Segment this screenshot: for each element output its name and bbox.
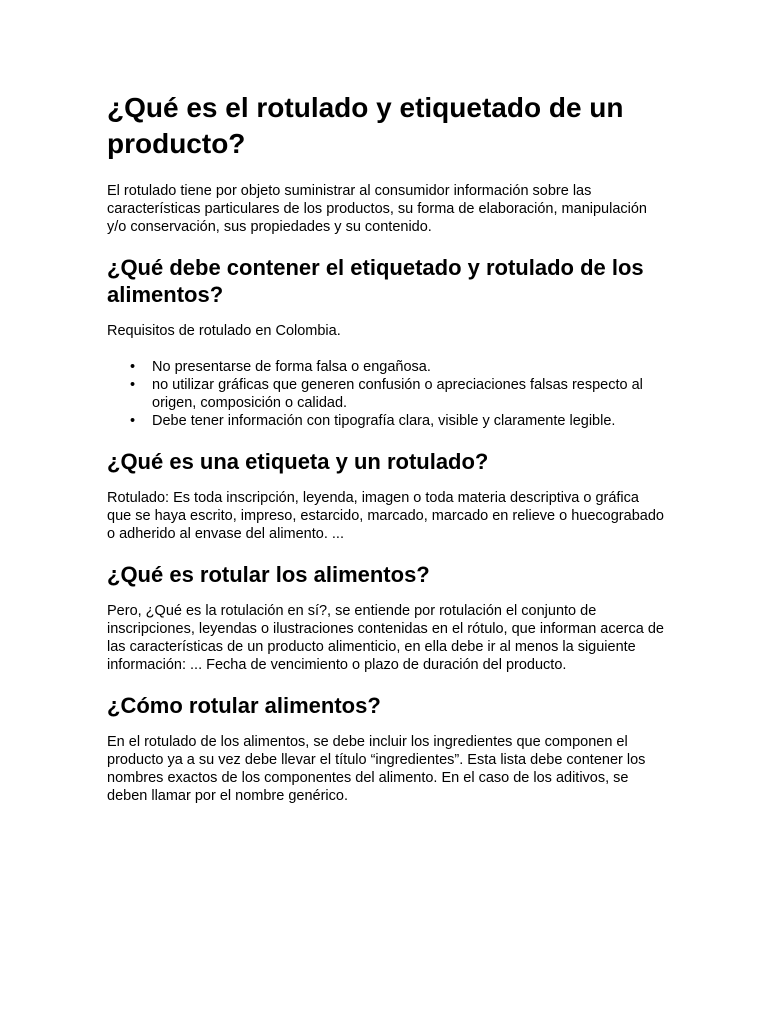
section-paragraph-rotular: Pero, ¿Qué es la rotulación en sí?, se entiende por rotulación el conjunto de inscripciones, leyendas o ilustraciones contenidas en el rótulo, que informan acerca de las características de un producto alimenticio, en ella debe ir al menos la siguiente información: ... Fecha de vencimiento o plazo de duración del producto. — [107, 603, 664, 673]
section-heading-como-rotular: ¿Cómo rotular alimentos? — [107, 693, 381, 718]
section-heading-etiqueta: ¿Qué es una etiqueta y un rotulado? — [107, 449, 489, 474]
section-heading-rotular: ¿Qué es rotular los alimentos? — [107, 562, 430, 587]
section-heading-contenido: ¿Qué debe contener el etiquetado y rotulado de los alimentos? — [107, 255, 644, 307]
intro-paragraph: El rotulado tiene por objeto suministrar al consumidor información sobre las características particulares de los productos, su forma de elaboración, manipulación y/o conservación, sus propiedades y su contenido. — [107, 183, 647, 235]
list-item: • Debe tener información con tipografía clara, visible y claramente legible. — [152, 412, 667, 430]
document-title: ¿Qué es el rotulado y etiquetado de un producto? — [107, 92, 624, 159]
section-paragraph-etiqueta: Rotulado: Es toda inscripción, leyenda, imagen o toda materia descriptiva o gráfica que se haya escrito, impreso, estarcido, marcado, marcado en relieve o huecograbado o adherido al envase del alimento. ... — [107, 490, 664, 542]
requirements-list — [107, 358, 667, 430]
list-item: • No presentarse de forma falsa o engañosa. — [152, 358, 667, 376]
section-paragraph-requisitos: Requisitos de rotulado en Colombia. — [107, 323, 341, 339]
section-paragraph-como-rotular: En el rotulado de los alimentos, se debe incluir los ingredientes que componen el producto ya a su vez debe llevar el título “ingredientes”. Esta lista debe contener los nombres exactos de los componentes del alimento. En el caso de los aditivos, se deben llamar por el nombre genérico. — [107, 734, 646, 804]
document-page — [107, 90, 667, 823]
list-item: • no utilizar gráficas que generen confusión o apreciaciones falsas respecto al origen, composición o calidad. — [152, 376, 667, 412]
